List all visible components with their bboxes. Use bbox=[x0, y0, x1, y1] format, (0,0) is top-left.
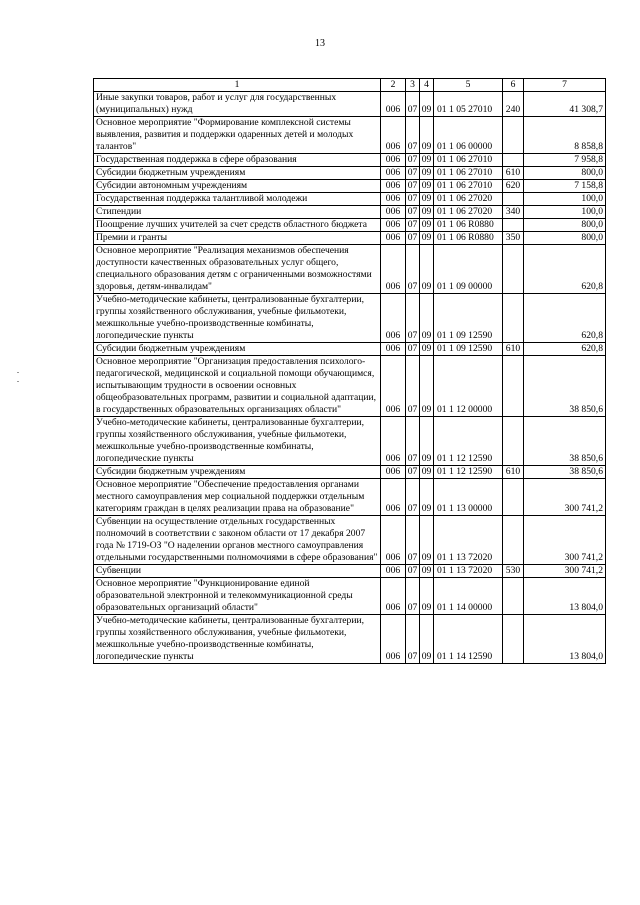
expense-name: Учебно-методические кабинеты, централизованные бухгалтерии, группы хозяйственного обслуживания, учебные фильмотеки, межшкольные учебно-производственные комбинаты, логопедические пункты bbox=[94, 615, 381, 664]
expense-type bbox=[503, 356, 524, 417]
table-row bbox=[94, 479, 606, 516]
subsection-code: 09 bbox=[420, 343, 434, 356]
subsection-code: 09 bbox=[420, 294, 434, 343]
section-code: 07 bbox=[406, 180, 420, 193]
table-row bbox=[94, 245, 606, 294]
expense-type bbox=[503, 193, 524, 206]
target-article: 01 1 06 27020 bbox=[434, 206, 503, 219]
target-article: 01 1 13 72020 bbox=[434, 516, 503, 565]
ministry-code: 006 bbox=[381, 193, 406, 206]
section-code: 07 bbox=[406, 479, 420, 516]
ministry-code: 006 bbox=[381, 232, 406, 245]
target-article: 01 1 12 12590 bbox=[434, 417, 503, 466]
table-row bbox=[94, 578, 606, 615]
ministry-code: 006 bbox=[381, 343, 406, 356]
amount: 620,8 bbox=[524, 294, 606, 343]
ministry-code: 006 bbox=[381, 466, 406, 479]
expense-type bbox=[503, 117, 524, 154]
expense-type: 530 bbox=[503, 565, 524, 578]
ministry-code: 006 bbox=[381, 516, 406, 565]
ministry-code: 006 bbox=[381, 565, 406, 578]
subsection-code: 09 bbox=[420, 180, 434, 193]
header-cell: 7 bbox=[524, 79, 606, 92]
expense-type bbox=[503, 578, 524, 615]
expense-type: 610 bbox=[503, 466, 524, 479]
header-cell: 1 bbox=[94, 79, 381, 92]
header-row bbox=[94, 79, 606, 92]
expense-name: Субсидии автономным учреждениям bbox=[94, 180, 381, 193]
amount: 620,8 bbox=[524, 245, 606, 294]
expense-name: Основное мероприятие "Организация предоставления психолого-педагогической, медицинской и социальной помощи обучающимся, испытывающим трудности в освоении основных общеобразовательных программ, развитии и социальной адаптации, в государственных образовательных организациях области" bbox=[94, 356, 381, 417]
expense-name: Основное мероприятие "Функционирование единой образовательной электронной и телекоммуникационной среды образовательных организаций области" bbox=[94, 578, 381, 615]
amount: 620,8 bbox=[524, 343, 606, 356]
header-cell: 5 bbox=[434, 79, 503, 92]
expense-name: Поощрение лучших учителей за счет средств областного бюджета bbox=[94, 219, 381, 232]
ministry-code: 006 bbox=[381, 180, 406, 193]
header-cell: 6 bbox=[503, 79, 524, 92]
amount: 7 158,8 bbox=[524, 180, 606, 193]
table-row bbox=[94, 180, 606, 193]
section-code: 07 bbox=[406, 167, 420, 180]
amount: 38 850,6 bbox=[524, 466, 606, 479]
amount: 13 804,0 bbox=[524, 578, 606, 615]
amount: 300 741,2 bbox=[524, 516, 606, 565]
amount: 7 958,8 bbox=[524, 154, 606, 167]
target-article: 01 1 12 00000 bbox=[434, 356, 503, 417]
amount: 300 741,2 bbox=[524, 565, 606, 578]
table-row bbox=[94, 343, 606, 356]
expense-name: Стипендии bbox=[94, 206, 381, 219]
target-article: 01 1 06 R0880 bbox=[434, 232, 503, 245]
subsection-code: 09 bbox=[420, 466, 434, 479]
amount: 38 850,6 bbox=[524, 356, 606, 417]
expense-type bbox=[503, 417, 524, 466]
ministry-code: 006 bbox=[381, 92, 406, 117]
target-article: 01 1 13 72020 bbox=[434, 565, 503, 578]
ministry-code: 006 bbox=[381, 294, 406, 343]
section-code: 07 bbox=[406, 578, 420, 615]
expense-type: 610 bbox=[503, 167, 524, 180]
table-row bbox=[94, 206, 606, 219]
table-row bbox=[94, 92, 606, 117]
expense-name: Основное мероприятие "Реализация механизмов обеспечения доступности качественных образовательных услуг общего, специального образования детям с ограниченными возможностями здоровья, детям-инвалидам" bbox=[94, 245, 381, 294]
amount: 38 850,6 bbox=[524, 417, 606, 466]
section-code: 07 bbox=[406, 92, 420, 117]
subsection-code: 09 bbox=[420, 232, 434, 245]
header-cell: 2 bbox=[381, 79, 406, 92]
amount: 800,0 bbox=[524, 219, 606, 232]
table-row bbox=[94, 154, 606, 167]
ministry-code: 006 bbox=[381, 615, 406, 664]
expense-name: Основное мероприятие "Формирование комплексной системы выявления, развития и поддержки одаренных детей и молодых талантов" bbox=[94, 117, 381, 154]
section-code: 07 bbox=[406, 232, 420, 245]
subsection-code: 09 bbox=[420, 167, 434, 180]
table-row bbox=[94, 565, 606, 578]
ministry-code: 006 bbox=[381, 154, 406, 167]
amount: 100,0 bbox=[524, 206, 606, 219]
table-row bbox=[94, 167, 606, 180]
ministry-code: 006 bbox=[381, 417, 406, 466]
ministry-code: 006 bbox=[381, 219, 406, 232]
target-article: 01 1 14 00000 bbox=[434, 578, 503, 615]
section-code: 07 bbox=[406, 245, 420, 294]
target-article: 01 1 09 00000 bbox=[434, 245, 503, 294]
table-row bbox=[94, 417, 606, 466]
expense-name: Основное мероприятие "Обеспечение предоставления органами местного самоуправления мер социальной поддержки отдельным категориям граждан в целях реализации права на образование" bbox=[94, 479, 381, 516]
table-row bbox=[94, 117, 606, 154]
expense-name: Субвенции на осуществление отдельных государственных полномочий в соответствии с законом области от 17 декабря 2007 года № 1719-ОЗ "О наделении органов местного самоуправления отдельными государственными полномочиями в сфере образования" bbox=[94, 516, 381, 565]
amount: 100,0 bbox=[524, 193, 606, 206]
amount: 41 308,7 bbox=[524, 92, 606, 117]
expense-name: Учебно-методические кабинеты, централизованные бухгалтерии, группы хозяйственного обслуживания, учебные фильмотеки, межшкольные учебно-производственные комбинаты, логопедические пункты bbox=[94, 294, 381, 343]
target-article: 01 1 06 27010 bbox=[434, 154, 503, 167]
amount: 13 804,0 bbox=[524, 615, 606, 664]
target-article: 01 1 09 12590 bbox=[434, 294, 503, 343]
expense-type: 350 bbox=[503, 232, 524, 245]
expense-name: Иные закупки товаров, работ и услуг для государственных (муниципальных) нужд bbox=[94, 92, 381, 117]
expense-type: 610 bbox=[503, 343, 524, 356]
section-code: 07 bbox=[406, 466, 420, 479]
section-code: 07 bbox=[406, 343, 420, 356]
ministry-code: 006 bbox=[381, 578, 406, 615]
subsection-code: 09 bbox=[420, 92, 434, 117]
subsection-code: 09 bbox=[420, 578, 434, 615]
target-article: 01 1 12 12590 bbox=[434, 466, 503, 479]
subsection-code: 09 bbox=[420, 479, 434, 516]
expense-name: Субсидии бюджетным учреждениям bbox=[94, 466, 381, 479]
subsection-code: 09 bbox=[420, 154, 434, 167]
subsection-code: 09 bbox=[420, 615, 434, 664]
section-code: 07 bbox=[406, 206, 420, 219]
subsection-code: 09 bbox=[420, 516, 434, 565]
section-code: 07 bbox=[406, 117, 420, 154]
expense-type: 340 bbox=[503, 206, 524, 219]
amount: 300 741,2 bbox=[524, 479, 606, 516]
table-row bbox=[94, 516, 606, 565]
expense-type bbox=[503, 245, 524, 294]
section-code: 07 bbox=[406, 294, 420, 343]
section-code: 07 bbox=[406, 565, 420, 578]
expense-type bbox=[503, 479, 524, 516]
ministry-code: 006 bbox=[381, 356, 406, 417]
header-cell: 3 bbox=[406, 79, 420, 92]
target-article: 01 1 06 R0880 bbox=[434, 219, 503, 232]
ministry-code: 006 bbox=[381, 206, 406, 219]
subsection-code: 09 bbox=[420, 565, 434, 578]
ministry-code: 006 bbox=[381, 479, 406, 516]
expense-name: Премии и гранты bbox=[94, 232, 381, 245]
section-code: 07 bbox=[406, 219, 420, 232]
scan-mark bbox=[17, 381, 19, 382]
table-row bbox=[94, 219, 606, 232]
target-article: 01 1 13 00000 bbox=[434, 479, 503, 516]
amount: 800,0 bbox=[524, 232, 606, 245]
expense-name: Субсидии бюджетным учреждениям bbox=[94, 167, 381, 180]
expense-name: Учебно-методические кабинеты, централизованные бухгалтерии, группы хозяйственного обслуживания, учебные фильмотеки, межшкольные учебно-производственные комбинаты, логопедические пункты bbox=[94, 417, 381, 466]
expense-type: 240 bbox=[503, 92, 524, 117]
scan-mark bbox=[17, 372, 19, 373]
subsection-code: 09 bbox=[420, 193, 434, 206]
subsection-code: 09 bbox=[420, 356, 434, 417]
amount: 8 858,8 bbox=[524, 117, 606, 154]
expense-name: Государственная поддержка в сфере образования bbox=[94, 154, 381, 167]
target-article: 01 1 09 12590 bbox=[434, 343, 503, 356]
section-code: 07 bbox=[406, 417, 420, 466]
section-code: 07 bbox=[406, 154, 420, 167]
table-row bbox=[94, 232, 606, 245]
expense-name: Субвенции bbox=[94, 565, 381, 578]
section-code: 07 bbox=[406, 516, 420, 565]
subsection-code: 09 bbox=[420, 206, 434, 219]
target-article: 01 1 06 27020 bbox=[434, 193, 503, 206]
target-article: 01 1 06 00000 bbox=[434, 117, 503, 154]
expense-type: 620 bbox=[503, 180, 524, 193]
target-article: 01 1 14 12590 bbox=[434, 615, 503, 664]
budget-table bbox=[93, 78, 606, 664]
expense-type bbox=[503, 615, 524, 664]
table-row bbox=[94, 193, 606, 206]
table-row bbox=[94, 356, 606, 417]
ministry-code: 006 bbox=[381, 117, 406, 154]
subsection-code: 09 bbox=[420, 245, 434, 294]
target-article: 01 1 05 27010 bbox=[434, 92, 503, 117]
expense-name: Государственная поддержка талантливой молодежи bbox=[94, 193, 381, 206]
table-row bbox=[94, 294, 606, 343]
expense-type bbox=[503, 219, 524, 232]
target-article: 01 1 06 27010 bbox=[434, 180, 503, 193]
ministry-code: 006 bbox=[381, 167, 406, 180]
section-code: 07 bbox=[406, 193, 420, 206]
table-row bbox=[94, 466, 606, 479]
ministry-code: 006 bbox=[381, 245, 406, 294]
subsection-code: 09 bbox=[420, 117, 434, 154]
subsection-code: 09 bbox=[420, 219, 434, 232]
section-code: 07 bbox=[406, 615, 420, 664]
table-row bbox=[94, 615, 606, 664]
expense-type bbox=[503, 154, 524, 167]
subsection-code: 09 bbox=[420, 417, 434, 466]
expense-type bbox=[503, 294, 524, 343]
header-cell: 4 bbox=[420, 79, 434, 92]
target-article: 01 1 06 27010 bbox=[434, 167, 503, 180]
expense-name: Субсидии бюджетным учреждениям bbox=[94, 343, 381, 356]
page-number: 13 bbox=[315, 38, 325, 49]
amount: 800,0 bbox=[524, 167, 606, 180]
section-code: 07 bbox=[406, 356, 420, 417]
expense-type bbox=[503, 516, 524, 565]
